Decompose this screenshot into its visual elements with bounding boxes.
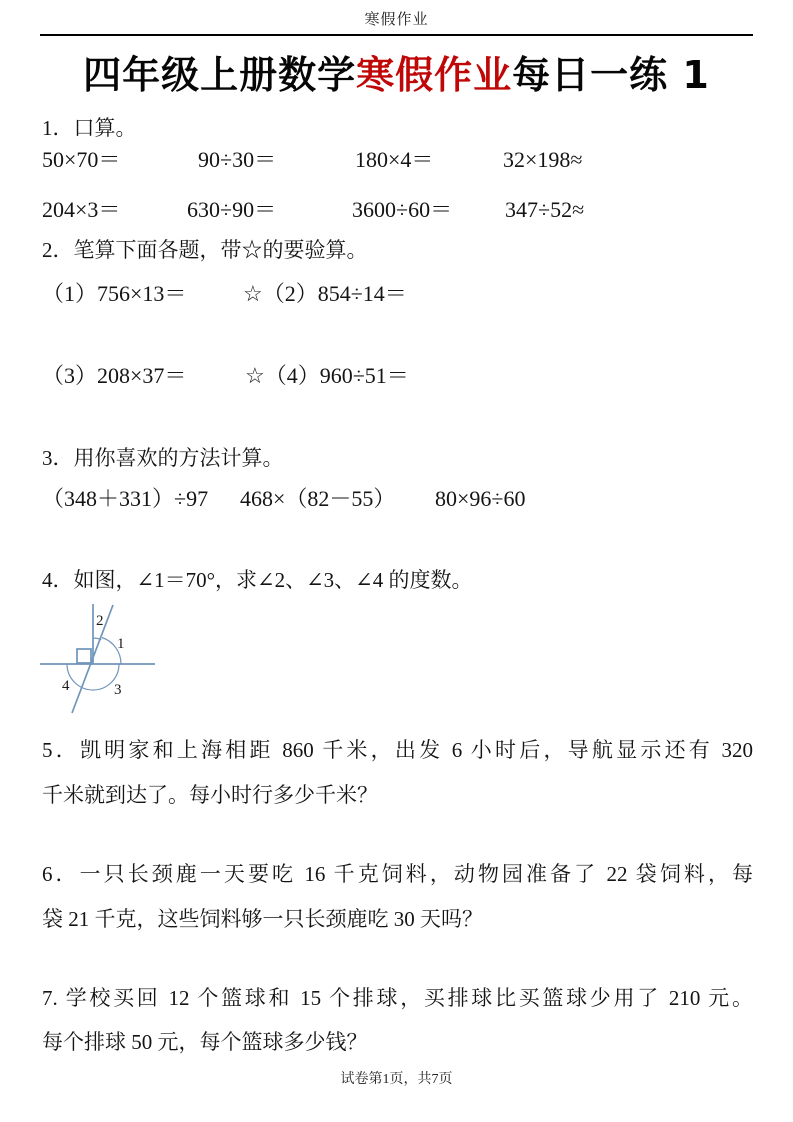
expression: 347÷52≈ [505,197,585,222]
expression: 468×（82－55） [240,486,396,511]
title-highlight: 寒假作业 [356,53,513,97]
expression: 180×4＝ [355,147,434,172]
problem5-line2: 千米就到达了。每小时行多少千米？ [42,783,378,807]
expression: 204×3＝ [42,197,121,222]
problem5-line1: 5．凯明家和上海相距 860 千米，出发 6 小时后，导航显示还有 320 [42,738,753,762]
page-number: 试卷第1页，共7页 [340,1072,453,1087]
expression: （348＋331）÷97 [42,486,209,511]
expression: 630÷90＝ [187,197,277,222]
expression: （3）208×37＝ [42,363,187,388]
title-prefix: 四年级上册数学 [83,53,357,97]
angle-diagram [38,597,188,725]
bottom-arc [67,664,119,690]
header-divider [40,34,753,36]
expression: 32×198≈ [503,147,583,172]
problem1-heading: 1．口算。 [42,116,137,140]
problem1-row2 [42,195,753,225]
problem2-heading: 2．笔算下面各题，带☆的要验算。 [42,238,368,262]
expression: 90÷30＝ [198,147,277,172]
problem3-row [42,484,753,514]
expression: 50×70＝ [42,147,121,172]
problem2-row2 [42,361,753,391]
problem6-line1: 6．一只长颈鹿一天要吃 16 千克饲料，动物园准备了 22 袋饲料，每 [42,862,753,886]
expression: ☆（4）960÷51＝ [245,363,409,388]
page-title [0,44,793,99]
problem4-heading: 4．如图，∠1＝70°，求∠2、∠3、∠4 的度数。 [42,568,473,592]
angle4-label: 4 [62,678,70,694]
angle1-label: 1 [117,636,125,652]
problem7-line2: 每个排球 50 元，每个篮球多少钱？ [42,1030,368,1054]
problem7-line1: 7. 学校买回 12 个篮球和 15 个排球，买排球比买篮球少用了 210 元。 [42,986,753,1010]
problem6-line2: 袋 21 千克，这些饲料够一只长颈鹿吃 30 天吗？ [42,907,483,931]
angle2-label: 2 [96,613,104,629]
expression: ☆（2）854÷14＝ [243,281,407,306]
problem3-heading: 3．用你喜欢的方法计算。 [42,446,284,470]
expression: （1）756×13＝ [42,281,187,306]
page-header-text: 寒假作业 [364,10,429,28]
angle3-label: 3 [114,682,122,698]
problem2-row1 [42,279,753,309]
problem1-row1 [42,145,753,175]
right-angle-marker [77,649,91,663]
expression: 3600÷60＝ [352,197,453,222]
title-suffix: 每日一练 1 [512,53,710,97]
expression: 80×96÷60 [435,486,526,511]
